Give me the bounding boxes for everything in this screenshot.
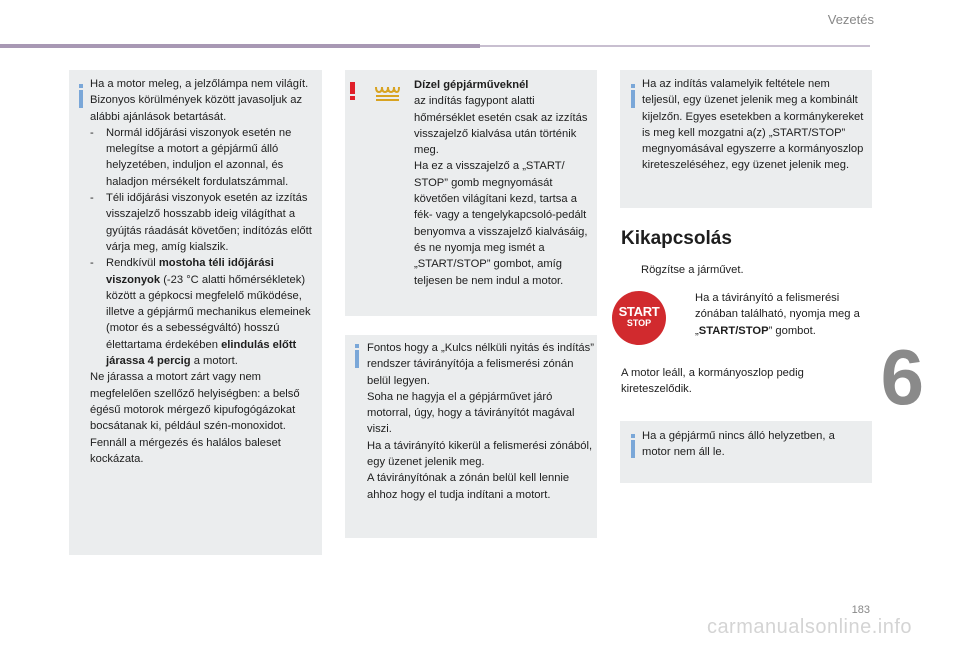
- note-paragraph: Ha a gépjármű nincs álló helyzetben, a motor nem áll le.: [642, 430, 835, 459]
- section-title: Vezetés: [827, 12, 874, 27]
- glow-plug-icon: [373, 84, 401, 102]
- keyless-paragraph: A távirányítónak a zónán belül kell lennie ahhoz hogy el tudja indítani a motort.: [367, 472, 570, 501]
- keyless-paragraph: Fontos hogy a „Kulcs nélküli nyitás és indítás” rendszer távirányítója a felismerési zónán belül legyen.: [367, 342, 594, 387]
- info-icon: [631, 434, 636, 458]
- info-icon: [631, 84, 636, 108]
- info-icon: [79, 84, 84, 108]
- conditions-paragraph: Ha az indítás valamelyik feltétele nem teljesül, egy üzenet jelenik meg a kombinált kijelzőn. Egyes esetekben a kormánykereket is meg kell mozgatni a(z) „START/STOP” megnyomásával egyszerre a kormányoszlop kireteszeléséhez, egy üzenet jelenik meg.: [642, 78, 864, 172]
- keyless-paragraph: Ha a távirányító kikerül a felismerési zónából, egy üzenet jelenik meg.: [367, 439, 593, 469]
- list-item: - Rendkívül mostoha téli időjárási viszonyok (-23 °C alatti hőmérsékletek) között a gépkocsi megfelelő működése, illetve a gépjármű mechanikus elemeinek (motor és a sebességváltó) hosszú élettartama érdekében elindulás előtt járassa 4 percig a motort.: [90, 257, 311, 368]
- header-bar: [0, 44, 480, 48]
- keyless-paragraph: Soha ne hagyja el a gépjárművet járó motorral, úgy, hogy a távirányítót magával viszi.: [367, 390, 575, 436]
- watermark: carmanualsonline.info: [706, 616, 912, 638]
- moving-vehicle-note-box: [620, 421, 872, 483]
- cold-start-note-box: [69, 70, 322, 555]
- result-paragraph: A motor leáll, a kormányoszlop pedig kireteszelődik.: [621, 367, 804, 396]
- diesel-paragraph: Ha ez a visszajelző a „START/ STOP” gomb megnyomását követően világítani kezd, tartsa a fék- vagy a tengelykapcsoló-pedált benyomva a visszajelző kialvásáig, és ne nyomja meg ismét a „START/STOP” gombot, amíg teljesen be nem indul a motor.: [414, 160, 588, 287]
- warning-paragraph: Ne járassa a motort zárt vagy nem megfelelően szellőző helyiségben: a belső égésű motorok mérgező kipufogógázokat bocsátanak ki, például szén-monoxidot. Fennáll a mérgezés és halálos baleset kockázata.: [90, 371, 300, 465]
- header-bar-line: [480, 45, 870, 47]
- warning-icon: [350, 82, 356, 100]
- step-item: Rögzítse a járművet.: [641, 264, 744, 276]
- list-item: - Téli időjárási viszonyok esetén az izzítás visszajelző hosszabb ideig világíthat a gyújtás ráadását követően; indítózás előtt várja meg, amíg kialszik.: [90, 192, 312, 253]
- chapter-number: 6: [880, 333, 924, 421]
- keyless-info-box: [345, 335, 597, 538]
- section-heading: Kikapcsolás: [621, 228, 732, 249]
- note-paragraph: Ha a motor meleg, a jelzőlámpa nem világít. Bizonyos körülmények között javasoljuk az alábbi ajánlások betartását.: [90, 78, 309, 123]
- step-item: Ha a távirányító a felismerési zónában található, nyomja meg a „START/STOP” gombot.: [695, 292, 860, 337]
- page-number: 183: [851, 604, 870, 616]
- info-icon: [355, 344, 360, 368]
- list-item: - Normál időjárási viszonyok esetén ne melegítse a motort a gépjármű álló helyzetében, induljon el azonnal, és haladjon mérsékelt fordulatszámmal.: [90, 126, 292, 188]
- start-stop-button-icon: START STOP: [612, 291, 666, 345]
- diesel-paragraph: az indítás fagypont alatti hőmérséklet esetén csak az izzítás visszajelző kialvása után történik meg.: [414, 95, 588, 157]
- start-conditions-box: [620, 70, 872, 208]
- diesel-title: Dízel gépjárműveknél: [414, 79, 529, 91]
